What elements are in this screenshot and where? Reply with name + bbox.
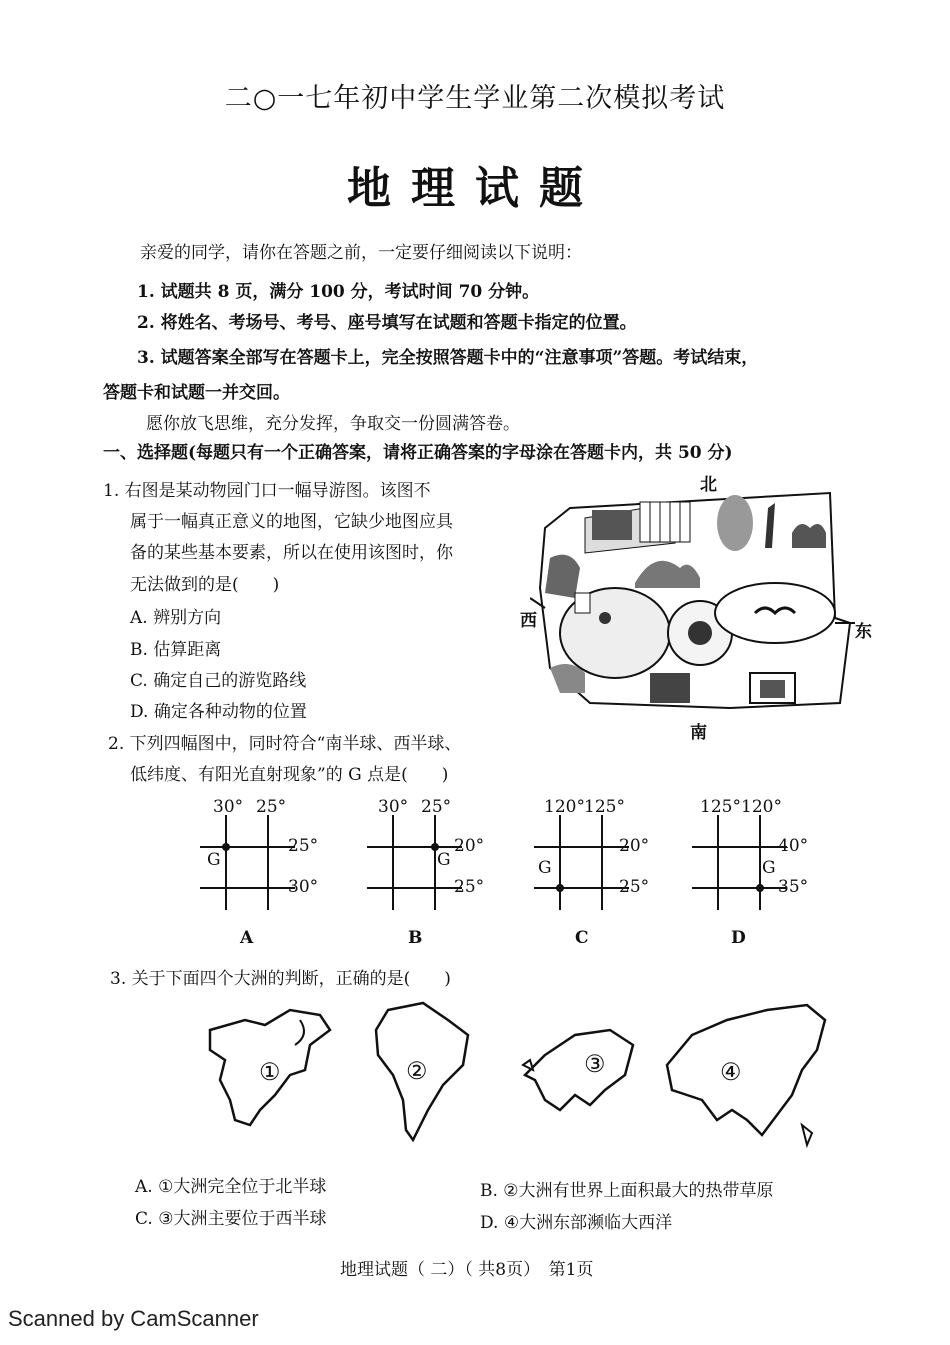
continent-3-label: ③ [584, 1050, 606, 1078]
tree-icon [717, 495, 753, 551]
grid-a-top-right: 25° [256, 797, 287, 817]
grid-c-point-label: G [538, 858, 552, 878]
grid-c-right-bottom: 25° [619, 877, 650, 897]
grid-d-letter: D [731, 928, 746, 948]
continent-4-label: ④ [720, 1058, 742, 1086]
instructions-greeting: 亲爱的同学，请你在答题之前，一定要仔细阅读以下说明： [140, 243, 582, 263]
q3-stem: 3. 关于下面四个大洲的判断，正确的是( ) [110, 969, 451, 989]
grid-b-top-left: 30° [378, 797, 409, 817]
grid-a [200, 815, 295, 910]
monkey-icon [545, 555, 580, 598]
q3-option-c: C. ③大洲主要位于西半球 [135, 1209, 327, 1229]
panda-icon [688, 621, 712, 645]
exam-title: 地理试题 [347, 163, 603, 214]
grid-c-top-left: 120° [544, 797, 585, 817]
q1-option-c: C. 确定自己的游览路线 [130, 671, 307, 691]
continent-3-europe [515, 1020, 640, 1130]
grid-b-point-label: G [437, 850, 451, 870]
grid-d-point-label: G [762, 858, 776, 878]
grid-d-top-left: 125° [700, 797, 741, 817]
grid-a-right-top: 25° [288, 836, 319, 856]
q2-line-1: 2. 下列四幅图中，同时符合“南半球、西半球、 [108, 734, 462, 754]
grid-b [367, 815, 462, 910]
grid-d-point-g [756, 884, 764, 892]
grid-c [534, 815, 629, 910]
instruction-item-2: 2. 将姓名、考场号、考号、座号填写在试题和答题卡指定的位置。 [137, 313, 637, 333]
grid-c-right-top: 20° [619, 836, 650, 856]
grid-b-letter: B [408, 928, 423, 948]
instruction-item-1: 1. 试题共 8 页，满分 100 分，考试时间 70 分钟。 [137, 282, 540, 302]
grid-b-right-bottom: 25° [454, 877, 485, 897]
q1-line-1: 1. 右图是某动物园门口一幅导游图。该图不 [103, 481, 431, 501]
grid-c-top-right: 125° [584, 797, 625, 817]
grid-c-point-g [556, 884, 564, 892]
q1-line-2: 属于一幅真正意义的地图，它缺少地图应具 [130, 512, 453, 532]
cage-icon [640, 502, 690, 542]
q1-option-a: A. 辨别方向 [130, 608, 222, 628]
continent-2-label: ② [406, 1057, 428, 1085]
q3-option-b: B. ②大洲有世界上面积最大的热带草原 [480, 1181, 774, 1201]
seal-icon [599, 612, 611, 624]
grid-b-top-right: 25° [421, 797, 452, 817]
elephant-house-icon [592, 510, 632, 540]
grid-b-point-g [431, 843, 439, 851]
grid-d-top-right: 120° [741, 797, 782, 817]
continent-4-asia [657, 995, 832, 1165]
q1-option-b: B. 估算距离 [130, 640, 222, 660]
q3-option-a: A. ①大洲完全位于北半球 [135, 1177, 327, 1197]
grid-c-letter: C [575, 928, 589, 948]
q2-line-2: 低纬度、有阳光直射现象”的 G 点是( ) [130, 765, 449, 785]
grid-d-right-bottom: 35° [778, 877, 809, 897]
instructions-wish: 愿你放飞思维，充分发挥，争取交一份圆满答卷。 [146, 414, 520, 434]
camel-icon [792, 524, 826, 548]
grid-a-right-bottom: 30° [288, 877, 319, 897]
page-footer: 地理试题（ 二）（ 共8页） 第1页 [340, 1260, 594, 1280]
q1-line-3: 备的某些基本要素，所以在使用该图时，你 [130, 543, 453, 563]
zoo-guide-map [530, 488, 860, 713]
map-north-label: 北 [700, 475, 717, 495]
tiger-house-icon [650, 673, 690, 703]
section-heading: 一、选择题(每题只有一个正确答案，请将正确答案的字母涂在答题卡内，共 50 分) [103, 443, 733, 463]
q1-line-4: 无法做到的是( ) [130, 575, 280, 595]
continent-1-label: ① [259, 1058, 281, 1086]
q1-option-d: D. 确定各种动物的位置 [130, 702, 307, 722]
grid-a-top-left: 30° [213, 797, 244, 817]
map-south-label: 南 [690, 723, 707, 743]
instruction-item-3-cont: 答题卡和试题一并交回。 [103, 383, 290, 403]
grid-a-letter: A [240, 928, 254, 948]
map-west-label: 西 [520, 611, 537, 631]
exam-subtitle: 二○一七年初中学生学业第二次模拟考试 [224, 83, 726, 114]
grid-b-right-top: 20° [454, 836, 485, 856]
grid-a-point-label: G [207, 850, 221, 870]
instruction-item-3: 3. 试题答案全部写在答题卡上，完全按照答题卡中的“注意事项”答题。考试结束， [137, 348, 759, 368]
q3-option-d: D. ④大洲东部濒临大西洋 [480, 1213, 673, 1233]
grid-a-point-g [222, 843, 230, 851]
grid-d-right-top: 40° [778, 836, 809, 856]
grid-d [692, 815, 787, 910]
camscanner-watermark: Scanned by CamScanner [8, 1306, 259, 1331]
map-east-label: 东 [855, 622, 872, 642]
